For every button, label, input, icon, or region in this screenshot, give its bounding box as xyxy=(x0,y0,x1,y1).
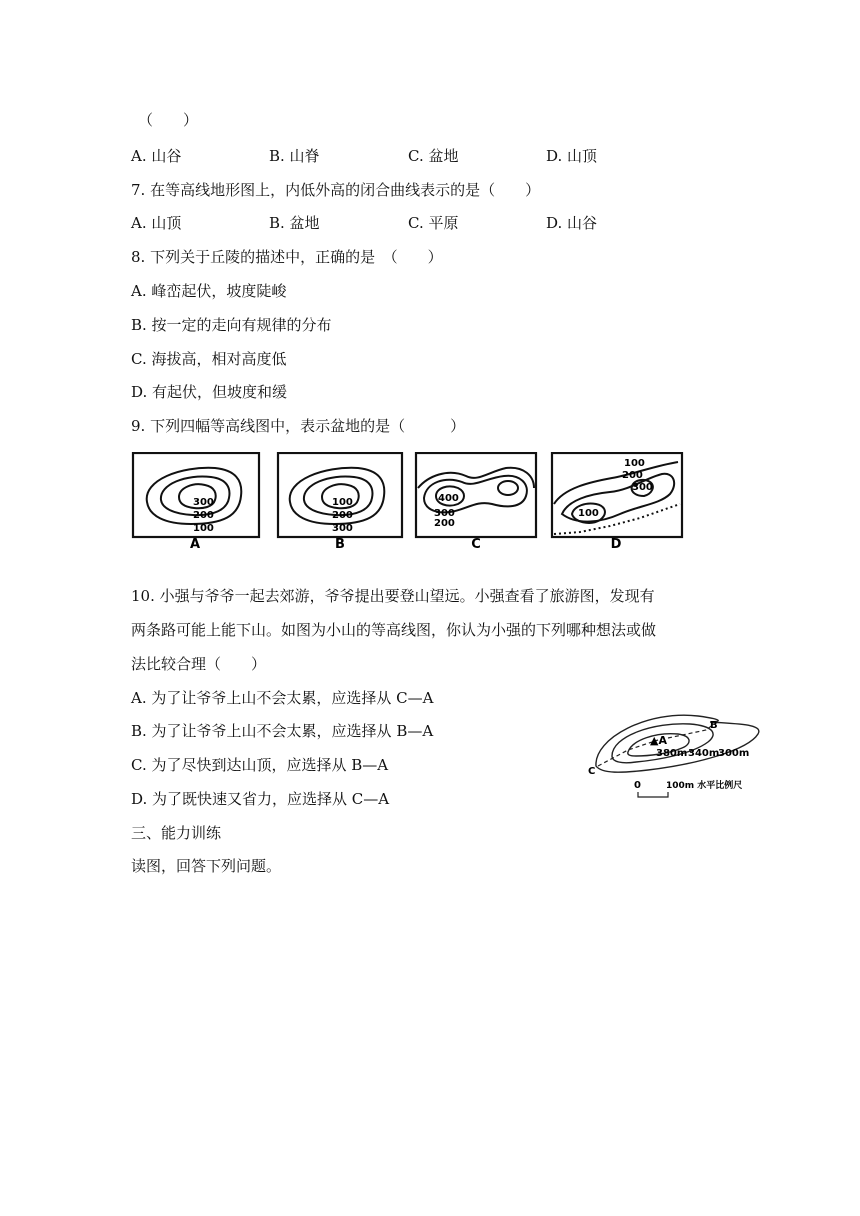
q6-option-a[interactable]: A. 山谷 xyxy=(131,147,182,165)
figure-label-b: B xyxy=(335,537,345,550)
q6-paren: （ ） xyxy=(138,111,199,129)
contour-label: 300 xyxy=(632,482,653,493)
contour-label: 300 xyxy=(193,497,214,508)
contour-label: 400 xyxy=(438,493,459,504)
contour-map-d[interactable] xyxy=(550,452,686,550)
summit-a-label: ▲A xyxy=(650,734,667,747)
q10-stem-line-2: 两条路可能上能下山。如图为小山的等高线图，你认为小强的下列哪种想法或做 xyxy=(131,621,657,639)
q9-figures xyxy=(131,452,691,550)
figure-label-d: D xyxy=(610,537,622,550)
scale-zero-label: 0 xyxy=(634,780,641,791)
contour-map-b[interactable] xyxy=(276,452,408,550)
q8-option-c[interactable]: C. 海拔高，相对高度低 xyxy=(131,350,287,368)
contour-label: 200 xyxy=(434,518,455,529)
q10-option-a[interactable]: A. 为了让爷爷上山不会太累，应选择从 C—A xyxy=(131,689,434,707)
q7-option-d[interactable]: D. 山谷 xyxy=(546,214,598,232)
scale-label: 100m 水平比例尺 xyxy=(666,781,743,791)
scale-bar xyxy=(638,792,668,797)
q7-option-b[interactable]: B. 盆地 xyxy=(269,214,320,232)
contour-label: 200 xyxy=(622,470,643,481)
q10-option-c[interactable]: C. 为了尽快到达山顶，应选择从 B—A xyxy=(131,756,389,774)
contour-map-a[interactable] xyxy=(131,452,263,550)
contour-label: 200 xyxy=(332,510,353,521)
point-c-label: C xyxy=(588,766,596,777)
q8-stem: 8. 下列关于丘陵的描述中，正确的是 （ ） xyxy=(131,248,443,266)
point-b-label: B xyxy=(710,720,718,731)
q10-stem-line-3: 法比较合理（ ） xyxy=(131,655,267,673)
q6-option-b[interactable]: B. 山脊 xyxy=(269,147,320,165)
contour-label: 200 xyxy=(193,510,214,521)
figure-label-c: C xyxy=(471,537,481,550)
q7-option-a[interactable]: A. 山顶 xyxy=(131,214,182,232)
contour-label: 300 xyxy=(332,523,353,534)
hill-contour-map xyxy=(588,694,768,798)
q6-option-d[interactable]: D. 山顶 xyxy=(546,147,598,165)
contour-label: 300 xyxy=(434,508,455,519)
q10-option-d[interactable]: D. 为了既快速又省力，应选择从 C—A xyxy=(131,790,390,808)
q10-stem-line-1: 10. 小强与爷爷一起去郊游，爷爷提出要登山望远。小强查看了旅游图，发现有 xyxy=(131,587,655,605)
contour-label: 100 xyxy=(193,523,214,534)
q8-option-b[interactable]: B. 按一定的走向有规律的分布 xyxy=(131,316,332,334)
contour-label: 380m xyxy=(656,748,688,759)
section3-title: 三、能力训练 xyxy=(131,824,222,842)
contour-label: 340m xyxy=(688,748,720,759)
contour-label: 100 xyxy=(332,497,353,508)
q9-stem: 9. 下列四幅等高线图中，表示盆地的是（ ） xyxy=(131,417,466,435)
q8-option-d[interactable]: D. 有起伏，但坡度和缓 xyxy=(131,383,288,401)
contour-map-c[interactable] xyxy=(414,452,542,550)
section3-prompt: 读图，回答下列问题。 xyxy=(131,857,282,875)
contour-label: 100 xyxy=(624,458,645,469)
contour-label: 100 xyxy=(578,508,599,519)
q7-option-c[interactable]: C. 平原 xyxy=(408,214,459,232)
figure-label-a: A xyxy=(189,537,201,550)
q6-option-c[interactable]: C. 盆地 xyxy=(408,147,459,165)
q7-stem: 7. 在等高线地形图上，内低外高的闭合曲线表示的是（ ） xyxy=(131,181,541,199)
q8-option-a[interactable]: A. 峰峦起伏，坡度陡峻 xyxy=(131,282,287,300)
contour-label: 300m xyxy=(718,748,750,759)
q10-option-b[interactable]: B. 为了让爷爷上山不会太累，应选择从 B—A xyxy=(131,722,434,740)
